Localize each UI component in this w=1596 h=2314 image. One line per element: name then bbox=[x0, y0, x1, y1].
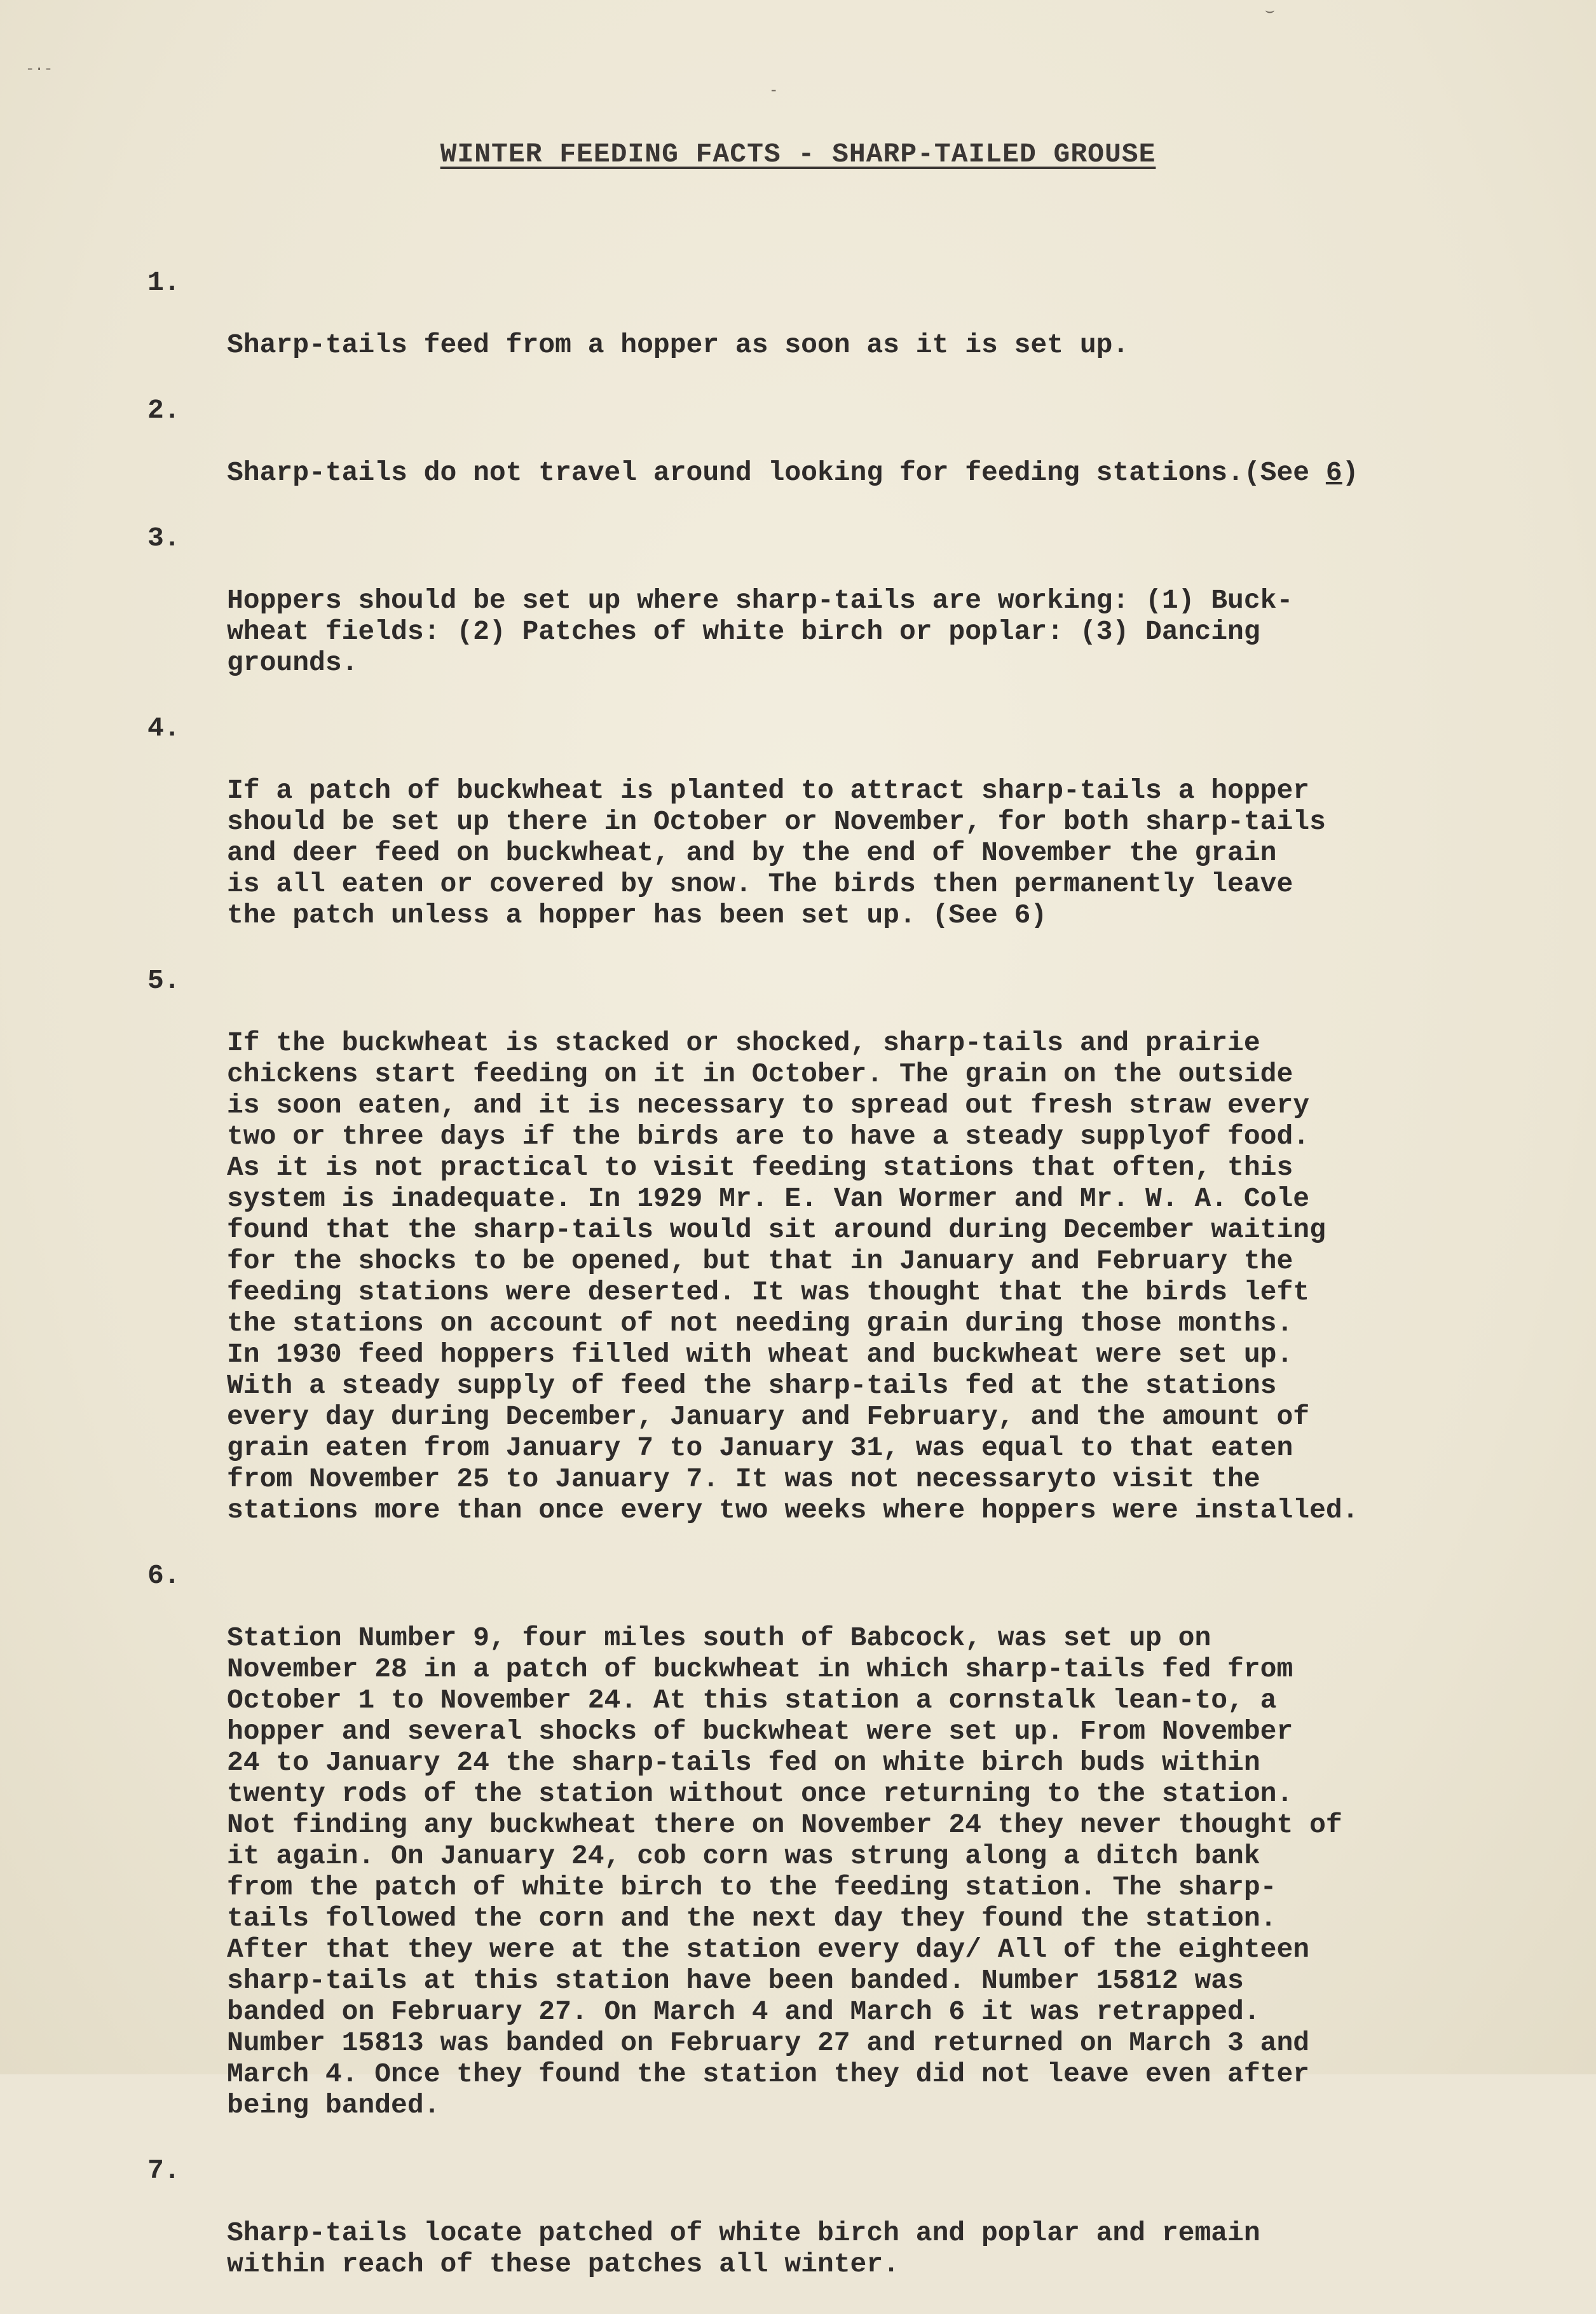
item-number: 6. bbox=[147, 1560, 181, 1591]
item-number: 7. bbox=[147, 2155, 181, 2186]
paper-speck: ⌣ bbox=[1265, 3, 1275, 20]
list-item bbox=[147, 713, 1533, 931]
item-text: If a patch of buckwheat is planted to attract sharp-tails a hopper should be set up there in October or November, for both sharp-tails and deer feed on buckwheat, and by the end of November the grain is all eaten or covered by snow. The birds then permanently leave the patch unless a hopper has been set up. (See 6) bbox=[227, 775, 1326, 931]
item-text: Sharp-tails locate patched of white birch and poplar and remain within reach of these patches all winter. bbox=[227, 2217, 1260, 2280]
list-item bbox=[147, 523, 1533, 678]
item-number: 3. bbox=[147, 523, 181, 554]
item-text: If the buckwheat is stacked or shocked, sharp-tails and prairie chickens start feeding on it in October. The grain on the outside is soon eaten, and it is necessary to spread out fresh straw every two or three days if the birds are to have a steady supplyof food. As it is not practical to visit feeding stations that often, this system is inadequate. In 1929 Mr. E. Van Wormer and Mr. W. A. Cole found that the sharp-tails would sit around during December waiting for the shocks to be opened, but that in January and February the feeding stations were deserted. It was thought that the birds left the stations on account of not needing grain during those months. In 1930 feed hoppers filled with wheat and buckwheat were set up. With a steady supply of feed the sharp-tails fed at the stations every day during December, January and February, and the amount of grain eaten from January 7 to January 31, was equal to that eaten from November 25 to January 7. It was not necessaryto visit the stations more than once every two weeks where hoppers were installed. bbox=[227, 1027, 1359, 1526]
item-text: Sharp-tails do not travel around looking for feeding stations.(See bbox=[227, 457, 1326, 488]
paper-speck: -·- bbox=[25, 61, 53, 78]
item-number: 2. bbox=[147, 395, 181, 426]
numbered-list bbox=[147, 267, 1533, 2314]
item-number: 5. bbox=[147, 965, 181, 996]
item-text: Sharp-tails feed from a hopper as soon as it is set up. bbox=[227, 329, 1129, 360]
paper-speck: - bbox=[769, 83, 779, 100]
list-item bbox=[147, 267, 1533, 360]
item-text-suffix: ) bbox=[1342, 457, 1359, 488]
list-item bbox=[147, 395, 1533, 488]
list-item bbox=[147, 2155, 1533, 2280]
item-number: 4. bbox=[147, 713, 181, 744]
item-text: Station Number 9, four miles south of Babcock, was set up on November 28 in a patch of buckwheat in which sharp-tails fed from October 1 to November 24. At this station a cornstalk lean-to, a hopper and several shocks of buckwheat were set up. From November 24 to January 24 the sharp-tails fed on white birch buds within twenty rods of the station without once returning to the station. Not finding any buckwheat there on November 24 they never thought of it again. On January 24, cob corn was strung along a ditch bank from the patch of white birch to the feeding station. The sharp- tails followed the corn and the next day they found the station. After that they were at the station every day/ All of the eighteen sharp-tails at this station have been banded. Number 15812 was banded on February 27. On March 4 and March 6 it was retrapped. Number 15813 was banded on February 27 and returned on March 3 and March 4. Once they found the station they did not leave even after being banded. bbox=[227, 1622, 1342, 2121]
list-item bbox=[147, 965, 1533, 1526]
item-reference: 6 bbox=[1325, 457, 1342, 488]
item-number: 1. bbox=[147, 267, 181, 298]
item-text: Hoppers should be set up where sharp-tails are working: (1) Buck- wheat fields: (2) Patches of white birch or poplar: (3) Dancing grounds. bbox=[227, 585, 1293, 678]
document-title: WINTER FEEDING FACTS - SHARP-TAILED GROUSE bbox=[440, 139, 1156, 170]
list-item bbox=[147, 1560, 1533, 2121]
